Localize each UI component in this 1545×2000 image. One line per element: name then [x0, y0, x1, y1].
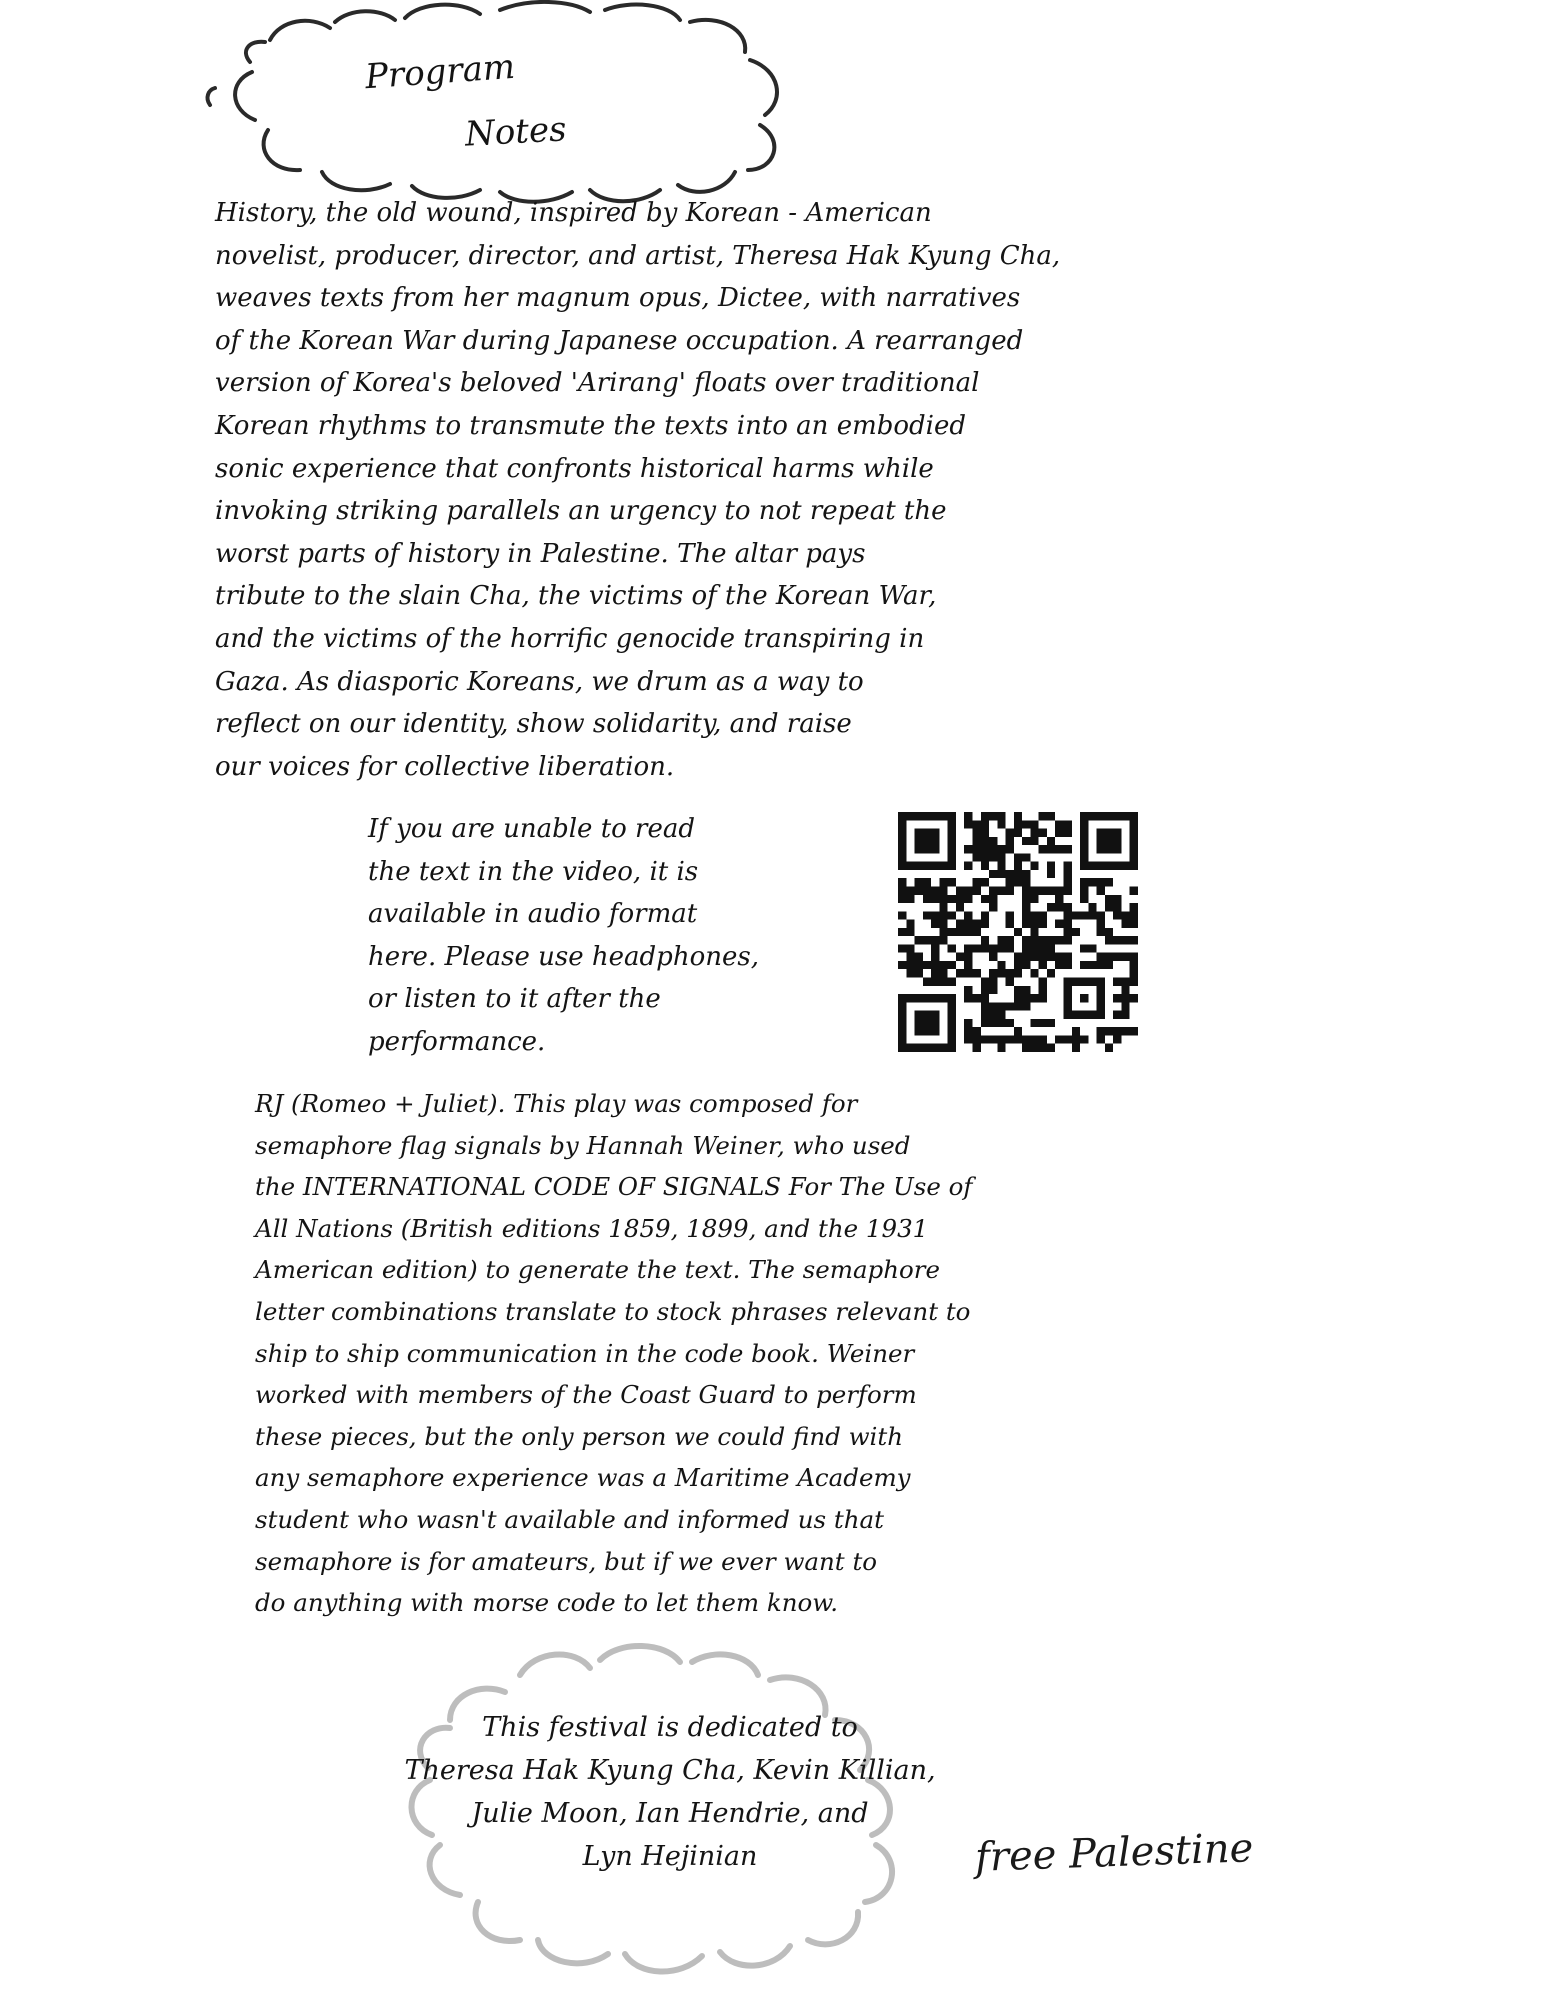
- history-line: and the victims of the horrific genocide transpiring in: [215, 623, 925, 654]
- rj-line: ship to ship communication in the code book. Weiner: [255, 1338, 915, 1368]
- history-line: of the Korean War during Japanese occupation. A rearranged: [215, 325, 1024, 356]
- qr-code-icon[interactable]: [898, 812, 1138, 1052]
- dedication-line: Julie Moon, Ian Hendrie, and: [471, 1798, 869, 1829]
- rj-line: RJ (Romeo + Juliet). This play was composed for: [255, 1089, 858, 1118]
- history-line: version of Korea's beloved 'Arirang' floats over traditional: [215, 368, 980, 399]
- free-palestine-signoff: free Palestine: [974, 1825, 1254, 1881]
- dedication-line: Lyn Hejinian: [582, 1841, 758, 1872]
- rj-line: letter combinations translate to stock phrases relevant to: [255, 1296, 971, 1326]
- history-line: sonic experience that confronts historical harms while: [215, 453, 934, 484]
- history-line: tribute to the slain Cha, the victims of the Korean War,: [215, 581, 937, 612]
- history-line: Gaza. As diasporic Koreans, we drum as a way to: [215, 666, 864, 697]
- rj-line: worked with members of the Coast Guard to perform: [255, 1380, 917, 1410]
- rj-line: the INTERNATIONAL CODE OF SIGNALS For The Use of: [255, 1172, 973, 1202]
- dedication-line: Theresa Hak Kyung Cha, Kevin Killian,: [404, 1755, 936, 1786]
- history-line: Korean rhythms to transmute the texts into an embodied: [215, 410, 967, 441]
- history-line: worst parts of history in Palestine. The altar pays: [215, 538, 866, 569]
- rj-line: these pieces, but the only person we could find with: [255, 1421, 903, 1451]
- history-line: our voices for collective liberation.: [215, 751, 675, 782]
- title-notes: Notes: [464, 109, 568, 155]
- dedication-line: This festival is dedicated to: [482, 1712, 858, 1743]
- note-line: or listen to it after the: [368, 984, 661, 1015]
- rj-line: semaphore flag signals by Hannah Weiner, who used: [255, 1130, 911, 1160]
- rj-line: any semaphore experience was a Maritime Academy: [255, 1463, 911, 1493]
- note-line: the text in the video, it is: [368, 856, 699, 887]
- rj-line: do anything with morse code to let them know.: [255, 1588, 839, 1618]
- note-line: here. Please use headphones,: [368, 941, 759, 972]
- rj-line: student who wasn't available and informed us that: [255, 1504, 884, 1534]
- title-program: Program: [363, 46, 517, 98]
- dedication-text: [330, 1706, 1010, 1878]
- history-line: weaves texts from her magnum opus, Dictee, with narratives: [215, 283, 1021, 314]
- note-line: performance.: [368, 1026, 546, 1057]
- rj-paragraph: [255, 1083, 1205, 1624]
- rj-line: semaphore is for amateurs, but if we ever want to: [255, 1546, 878, 1576]
- history-line: novelist, producer, director, and artist, Theresa Hak Kyung Cha,: [215, 240, 1061, 271]
- history-paragraph: [215, 192, 1305, 788]
- rj-line: All Nations (British editions 1859, 1899, and the 1931: [255, 1213, 929, 1243]
- history-line: reflect on our identity, show solidarity, and raise: [215, 709, 852, 740]
- history-line: invoking striking parallels an urgency to not repeat the: [215, 496, 947, 527]
- audio-format-note: [368, 808, 888, 1064]
- note-line: If you are unable to read: [368, 814, 696, 844]
- history-line: History, the old wound, inspired by Korean - American: [215, 198, 932, 228]
- title-cloud-drawing: [200, 0, 800, 210]
- rj-line: American edition) to generate the text. The semaphore: [255, 1255, 940, 1285]
- note-line: available in audio format: [368, 899, 698, 930]
